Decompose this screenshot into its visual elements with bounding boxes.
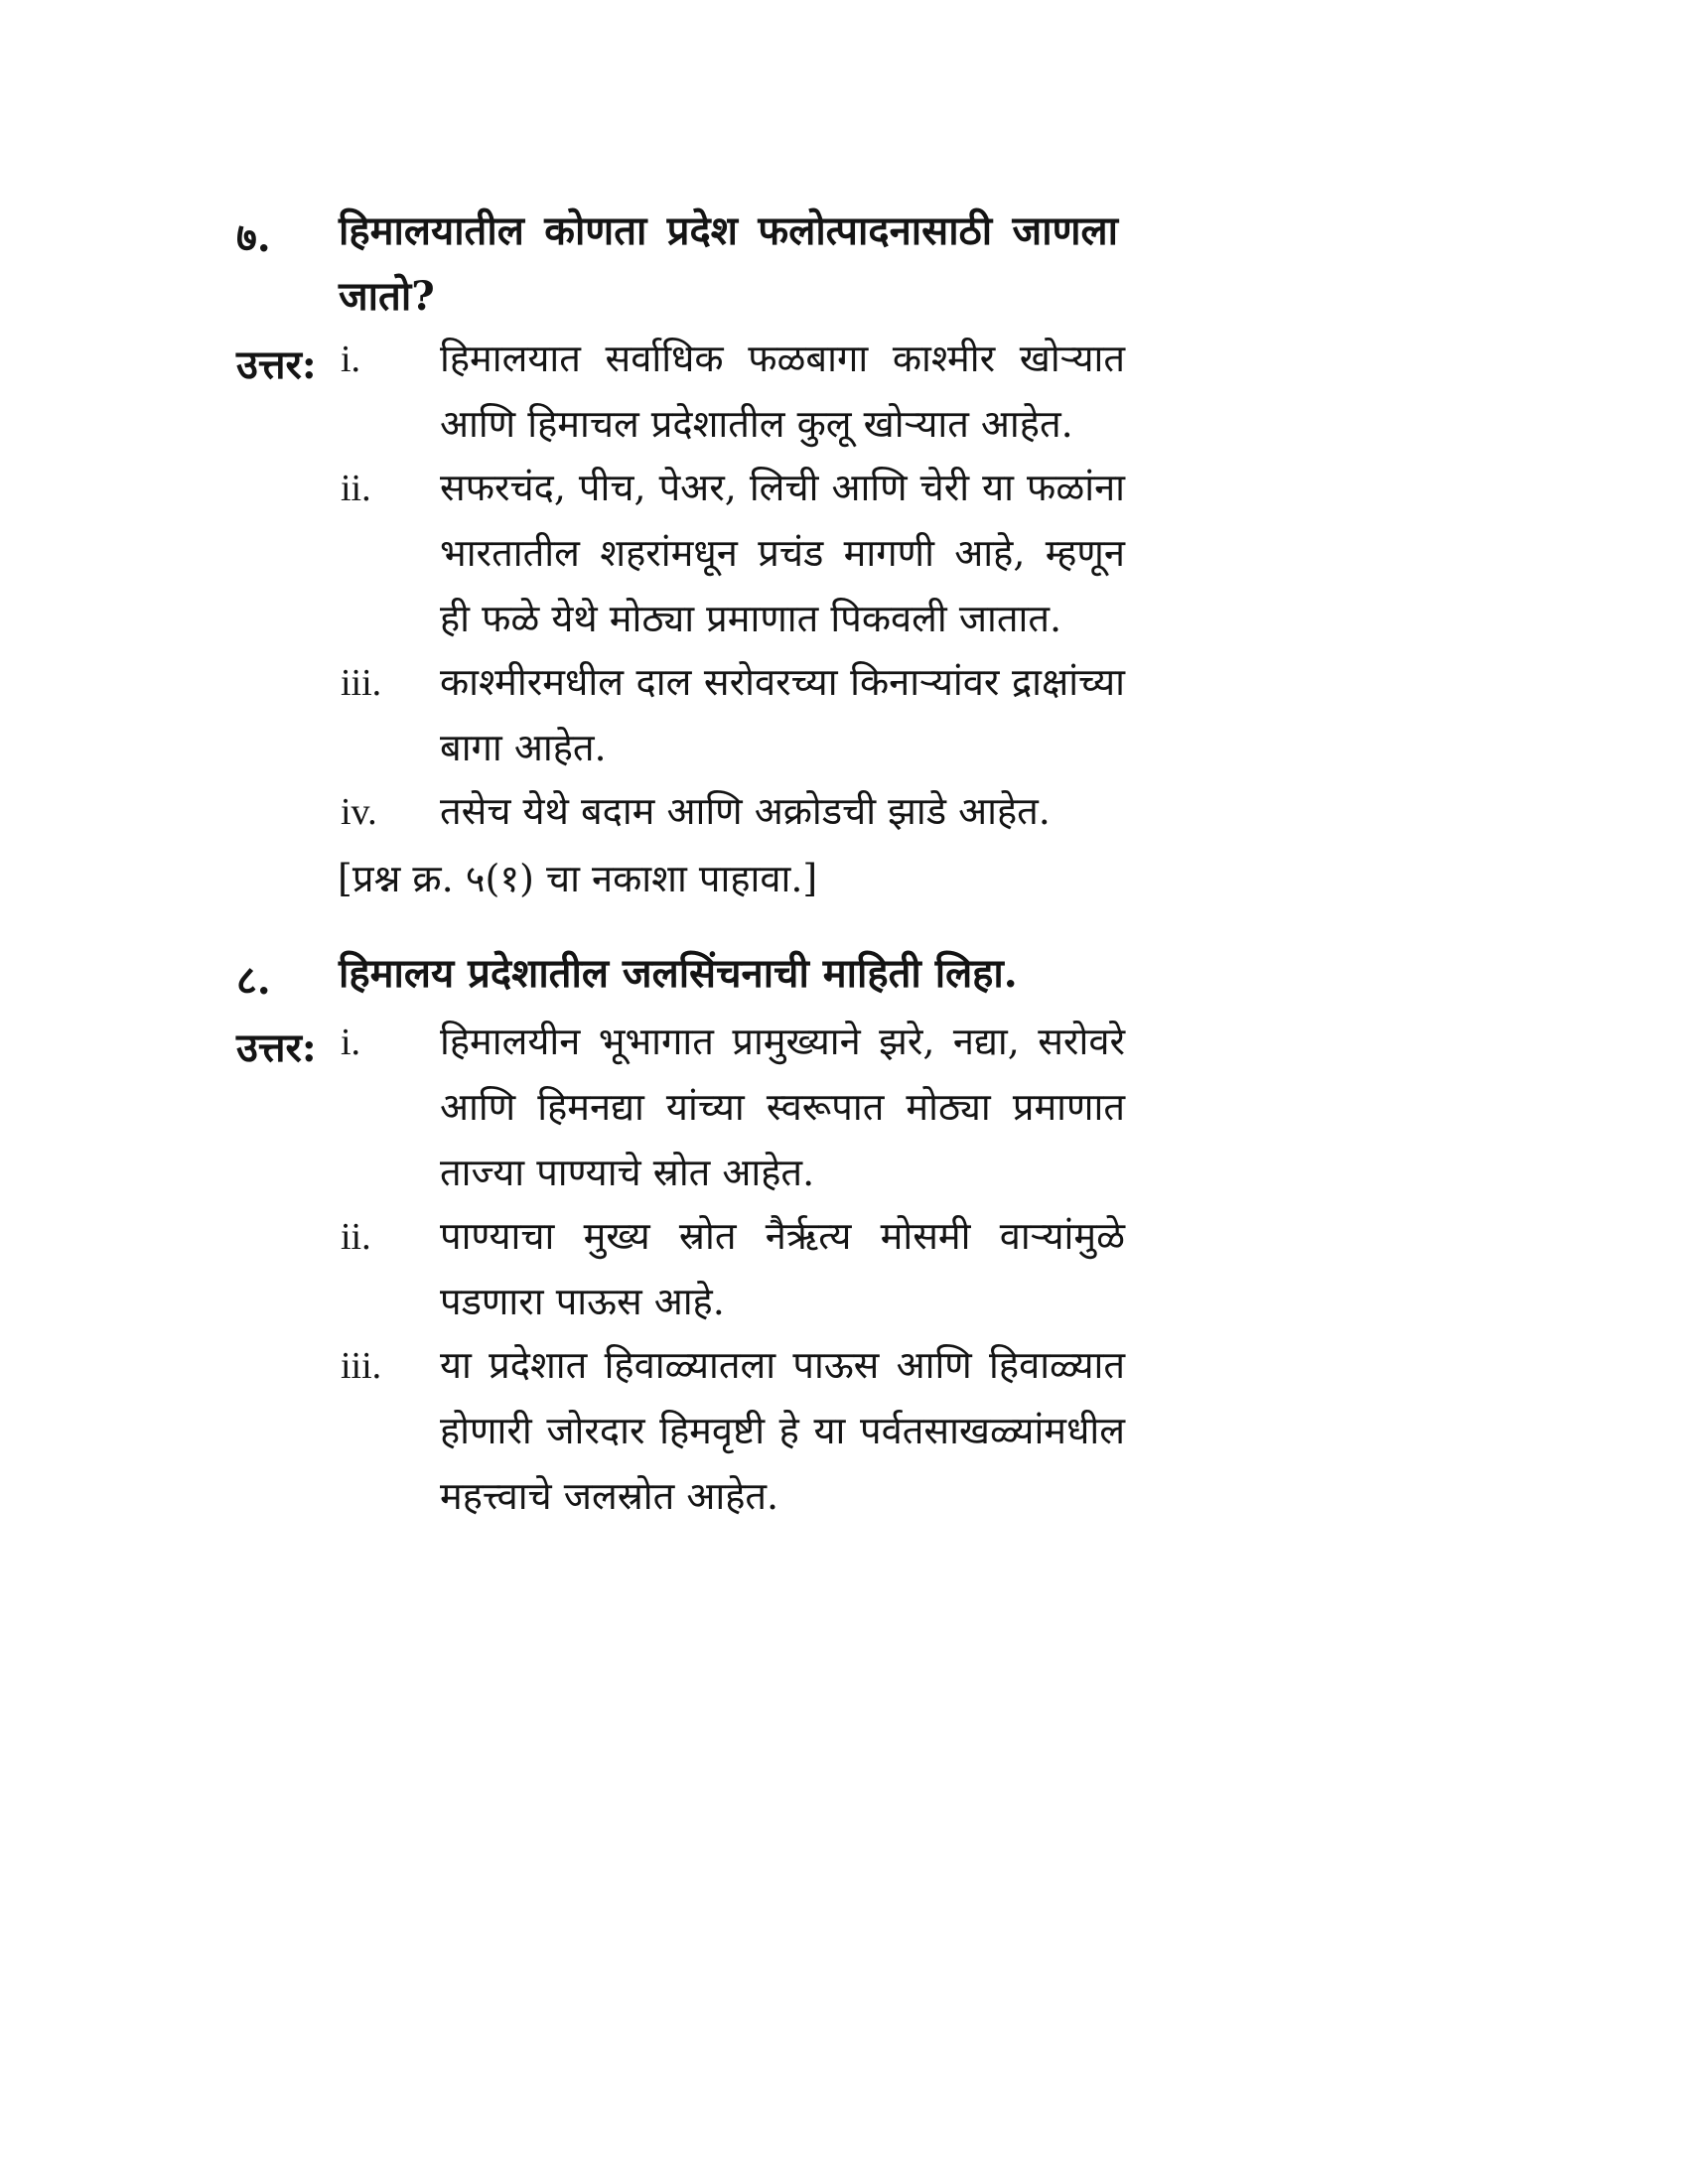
q7-item-3-number: iii. — [341, 662, 382, 704]
q7-item-4-number: iv. — [341, 791, 377, 833]
q7-item-2-text: सफरचंद, पीच, पेअर, लिची आणि चेरी या फळांना भारतातील शहरांमधून प्रचंड मागणी आहे, म्हणून ही फळे येथे मोठ्या प्रमाणात पिकवली जातात. — [440, 466, 1125, 640]
question-8-text: हिमालय प्रदेशातील जलसिंचनाची माहिती लिहा. — [339, 950, 1018, 997]
question-7-text: हिमालयातील कोणता प्रदेश फलोत्पादनासाठी जाणला जातो? — [339, 207, 1118, 320]
q7-map-reference-note: [प्रश्न क्र. ५(१) चा नकाशा पाहावा.] — [338, 857, 818, 900]
q8-item-2-number: ii. — [341, 1216, 371, 1258]
q7-item-2-number: ii. — [341, 468, 371, 509]
q7-item-1-number: i. — [341, 339, 361, 380]
q7-item-1-text: हिमालयात सर्वाधिक फळबागा काश्मीर खोऱ्यात आणि हिमाचल प्रदेशातील कुलू खोऱ्यात आहेत. — [440, 337, 1125, 446]
q8-item-3-text: या प्रदेशात हिवाळ्यातला पाऊस आणि हिवाळ्यात होणारी जोरदार हिमवृष्टी हे या पर्वतसाखळ्यांमधील महत्त्वाचे जलस्रोत आहेत. — [440, 1343, 1125, 1518]
question-8-number: ८. — [236, 957, 271, 1004]
q8-item-2-text: पाण्याचा मुख्य स्रोत नैर्ऋत्य मोसमी वाऱ्यांमुळे पडणारा पाऊस आहे. — [440, 1214, 1125, 1323]
q8-item-1-number: i. — [341, 1022, 361, 1063]
question-8-answer-label: उत्तर: — [236, 1024, 317, 1071]
q8-item-3-number: iii. — [341, 1345, 382, 1387]
q7-item-4-text: तसेच येथे बदाम आणि अक्रोडची झाडे आहेत. — [440, 789, 1051, 833]
q8-item-1-text: हिमालयीन भूभागात प्रामुख्याने झरे, नद्या, सरोवरे आणि हिमनद्या यांच्या स्वरूपात मोठ्या प्रमाणात ताज्या पाण्याचे स्रोत आहेत. — [440, 1020, 1125, 1194]
q7-item-3-text: काश्मीरमधील दाल सरोवरच्या किनाऱ्यांवर द्राक्षांच्या बागा आहेत. — [440, 660, 1125, 769]
question-7-answer-label: उत्तर: — [236, 341, 317, 388]
question-7-number: ७. — [236, 214, 271, 261]
